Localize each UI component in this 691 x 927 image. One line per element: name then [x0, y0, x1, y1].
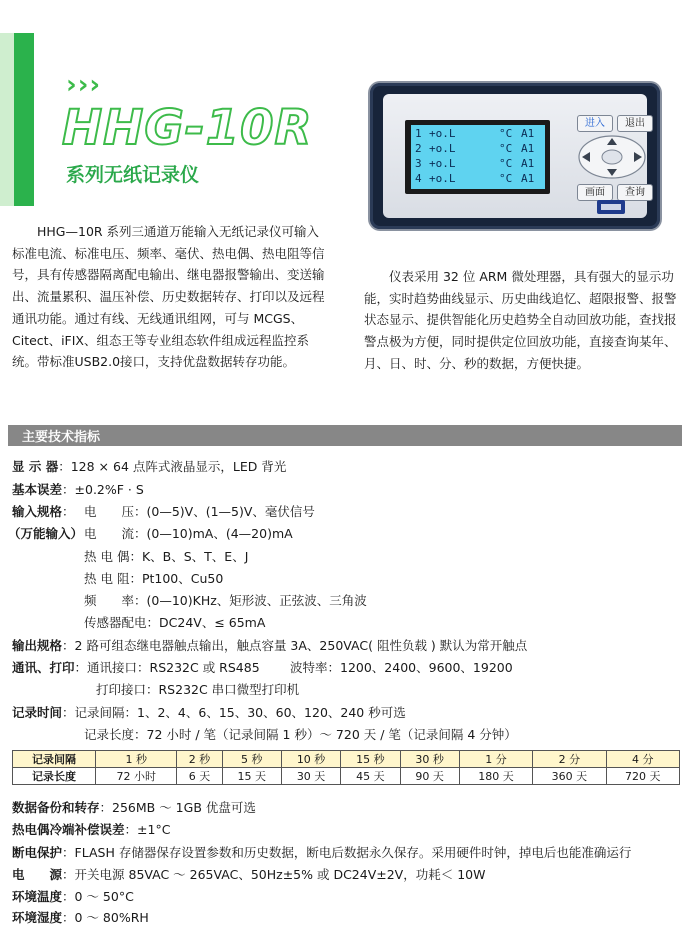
- accent-bar-light: [0, 33, 14, 206]
- lcd-alarm: A1: [521, 172, 535, 185]
- lcd-unit: °C: [499, 142, 513, 155]
- spec-input-label: 输入规格：: [12, 504, 75, 519]
- table-row: [13, 751, 680, 768]
- spec-comm: [12, 659, 260, 676]
- lcd-channel: 1: [415, 127, 422, 140]
- lcd-channel: 2: [415, 142, 422, 155]
- spec-power-loss: [12, 844, 631, 861]
- accent-bar-green: [14, 33, 34, 206]
- spec-label: 断电保护: [12, 845, 63, 860]
- query-button: 查询: [617, 184, 653, 201]
- record-table: [12, 750, 680, 785]
- table-cell: 1 分: [459, 751, 532, 768]
- table-cell: 2 分: [533, 751, 606, 768]
- spec-display: [12, 458, 286, 475]
- table-row: [13, 768, 680, 785]
- direction-pad-icon: [576, 134, 648, 180]
- table-cell: 4 分: [606, 751, 679, 768]
- spec-output: [12, 637, 527, 654]
- spec-input-item: 传感器配电：DC24V、≤ 65mA: [84, 615, 266, 630]
- lcd-value: +o.L: [429, 172, 456, 185]
- spec-value: ：记录间隔：1、2、4、6、15、30、60、120、240 秒可选: [62, 705, 406, 720]
- table-row-header: 记录长度: [13, 768, 96, 785]
- table-cell: 30 天: [281, 768, 340, 785]
- table-cell: 30 秒: [400, 751, 459, 768]
- table-row-header: 记录间隔: [13, 751, 96, 768]
- lcd-alarm: A1: [521, 142, 535, 155]
- spec-value: ：128 × 64 点阵式液晶显示，LED 背光: [58, 459, 287, 474]
- table-cell: 2 秒: [177, 751, 222, 768]
- table-cell: 72 小时: [96, 768, 177, 785]
- table-cell: 45 天: [341, 768, 400, 785]
- table-cell: 180 天: [459, 768, 532, 785]
- intro-right-paragraph: 仪表采用 32 位 ARM 微处理器，具有强大的显示功能，实时趋势曲线显示、历史曲线追忆、超限报警、报警状态显示、提供智能化历史趋势全自动回放功能，查找报警点极为方便，同时提供定位回放功能，直接查询某年、月、日、时、分、秒的数据，方便快捷。: [364, 269, 677, 371]
- section-title: 主要技术指标: [22, 430, 101, 445]
- spec-value: ：±0.2%F · S: [62, 482, 144, 497]
- lcd-alarm: A1: [521, 127, 535, 140]
- table-cell: 15 天: [222, 768, 281, 785]
- intro-left-paragraph: HHG—10R 系列三通道万能输入无纸记录仪可输入标准电流、标准电压、频率、毫伏、热电偶、热电阻等信号，具有传感器隔离配电输出、继电器报警输出、变送输出、流量累积、温压补偿、历史数据转存、打印以及远程通讯功能。通过有线、无线通讯组网，可与 MCGS、Citect、iFIX、组态王等专业组态软件组成远程监控系统。带标准USB2.0接口，支持优盘数据转存功能。: [12, 224, 325, 370]
- lcd-row: [411, 141, 545, 156]
- spec-value: ：开关电源 85VAC ～ 265VAC、50Hz±5% 或 DC24V±2V，功耗＜ 10W: [62, 867, 486, 882]
- spec-input-item: 热 电 偶：K、B、S、T、E、J: [84, 549, 249, 564]
- spec-comm-print: 打印接口：RS232C 串口微型打印机: [96, 682, 300, 697]
- spec-input-item: 电 压：(0—5)V、(1—5)V、毫伏信号: [84, 504, 315, 519]
- section-header: [8, 425, 682, 446]
- lcd-row: [411, 171, 545, 186]
- lcd-unit: °C: [499, 157, 513, 170]
- spec-label: 电 源: [12, 867, 63, 882]
- table-cell: 90 天: [400, 768, 459, 785]
- spec-power: [12, 866, 485, 883]
- enter-button: 进入: [577, 115, 613, 132]
- lcd-channel: 3: [415, 157, 422, 170]
- spec-label: 显 示 器: [12, 459, 59, 474]
- lcd-row: [411, 156, 545, 171]
- spec-temp: [12, 888, 134, 905]
- model-title: HHG-10R: [62, 100, 313, 156]
- spec-value: ：±1°C: [124, 822, 171, 837]
- lcd-alarm: A1: [521, 157, 535, 170]
- spec-value: ：0 ～ 80%RH: [62, 910, 149, 925]
- table-cell: 15 秒: [341, 751, 400, 768]
- spec-label: 输出规格: [12, 638, 63, 653]
- spec-label: 环境湿度: [12, 910, 63, 925]
- exit-button: 退出: [617, 115, 653, 132]
- spec-label: 记录时间: [12, 705, 63, 720]
- product-subtitle: 系列无纸记录仪: [66, 164, 200, 186]
- lcd-value: +o.L: [429, 142, 456, 155]
- spec-value: ：2 路可组态继电器触点输出，触点容量 3A、250VAC( 阻性负载 ) 默认为常开触点: [62, 638, 528, 653]
- lcd-channel: 4: [415, 172, 422, 185]
- spec-label: 数据备份和转存: [12, 800, 100, 815]
- spec-humidity: [12, 909, 149, 926]
- lcd-screen: [411, 125, 545, 189]
- lcd-row: [411, 126, 545, 141]
- usb-port-icon: [597, 200, 625, 214]
- spec-error: [12, 481, 144, 498]
- spec-cjc: [12, 821, 170, 838]
- table-cell: 720 天: [606, 768, 679, 785]
- table-cell: 6 天: [177, 768, 222, 785]
- spec-record: [12, 704, 406, 721]
- spec-value: ：通讯接口：RS232C 或 RS485: [74, 660, 260, 675]
- table-cell: 5 秒: [222, 751, 281, 768]
- spec-record-length: 记录长度：72 小时 / 笔（记录间隔 1 秒）～ 720 天 / 笔（记录间隔 4 分钟）: [84, 727, 517, 742]
- table-cell: 1 秒: [96, 751, 177, 768]
- spec-value: ：FLASH 存储器保存设置参数和历史数据，断电后数据永久保存。采用硬件时钟，掉电后也能准确运行: [62, 845, 632, 860]
- lcd-unit: °C: [499, 172, 513, 185]
- lcd-unit: °C: [499, 127, 513, 140]
- spec-label: 环境温度: [12, 889, 63, 904]
- spec-label: 基本误差: [12, 482, 63, 497]
- spec-label: 通讯、打印: [12, 660, 75, 675]
- lcd-value: +o.L: [429, 127, 456, 140]
- spec-label: 热电偶冷端补偿误差: [12, 822, 125, 837]
- spec-input-item: 热 电 阻：Pt100、Cu50: [84, 571, 224, 586]
- spec-value: ：0 ～ 50°C: [62, 889, 134, 904]
- screen-button: 画面: [577, 184, 613, 201]
- spec-input-label2: （万能输入）: [8, 526, 84, 541]
- spec-value: ：256MB ～ 1GB 优盘可选: [99, 800, 256, 815]
- table-cell: 360 天: [533, 768, 606, 785]
- lcd-value: +o.L: [429, 157, 456, 170]
- spec-backup: [12, 799, 256, 816]
- spec-input-item: 频 率：(0—10)KHz、矩形波、正弦波、三角波: [84, 593, 367, 608]
- spec-input-item: 电 流：(0—10)mA、(4—20)mA: [84, 526, 293, 541]
- table-cell: 10 秒: [281, 751, 340, 768]
- spec-comm-baud: 波特率：1200、2400、9600、19200: [290, 660, 513, 675]
- chevron-right-icon: ›››: [66, 70, 102, 100]
